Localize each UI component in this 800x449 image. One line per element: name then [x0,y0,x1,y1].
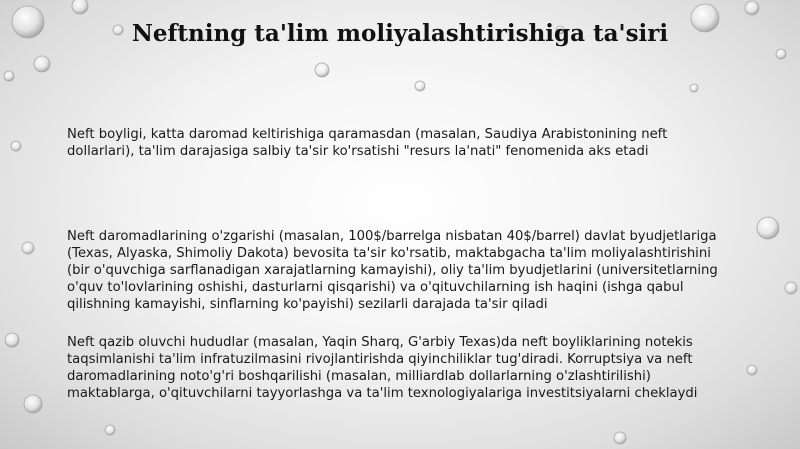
paragraph-oil-revenue-budgets: Neft daromadlarining o'zgarishi (masalan, 100$/barrelga nisbatan 40$/barrel) davlat byudjetlariga (Texas, Alyaska, Shimoliy Dakota) bevosita ta'sir ko'rsatib, maktabgacha ta'lim moliyalashtirishini (bir o'quvchiga sarflanadigan xarajatlarning kamayishi), oliy ta'lim byudjetlarini (universitetlarning o'quv to'lovlarining oshishi, dasturlarni qisqarishi) va o'qituvchilarning ish haqini (ishga qabul qilishning kamayishi, sinflarning ko'payishi) sezilarli darajada ta'sir qiladi [67,229,718,312]
paragraph-uneven-distribution: Neft qazib oluvchi hududlar (masalan, Yaqin Sharq, G'arbiy Texas)da neft boyliklarining notekis taqsimlanishi ta'lim infratuzilmasini rivojlantirishda qiyinchiliklar tug'diradi. Korruptsiya va neft daromadlarining noto'g'ri boshqarilishi (masalan, milliardlab dollarlarning o'zlashtirilishi) maktablarga, o'qituvchilarni tayyorlashga va ta'lim texnologiyalariga investitsiyalarni cheklaydi [67,335,698,401]
slide-title: Neftning ta'lim moliyalashtirishiga ta'siri [131,20,669,47]
paragraph-resource-curse: Neft boyligi, katta daromad keltirishiga qaramasdan (masalan, Saudiya Arabistonining neft dollarlari), ta'lim darajasiga salbiy ta'sir ko'rsatishi "resurs la'nati" fenomenida aks etadi [67,127,668,159]
